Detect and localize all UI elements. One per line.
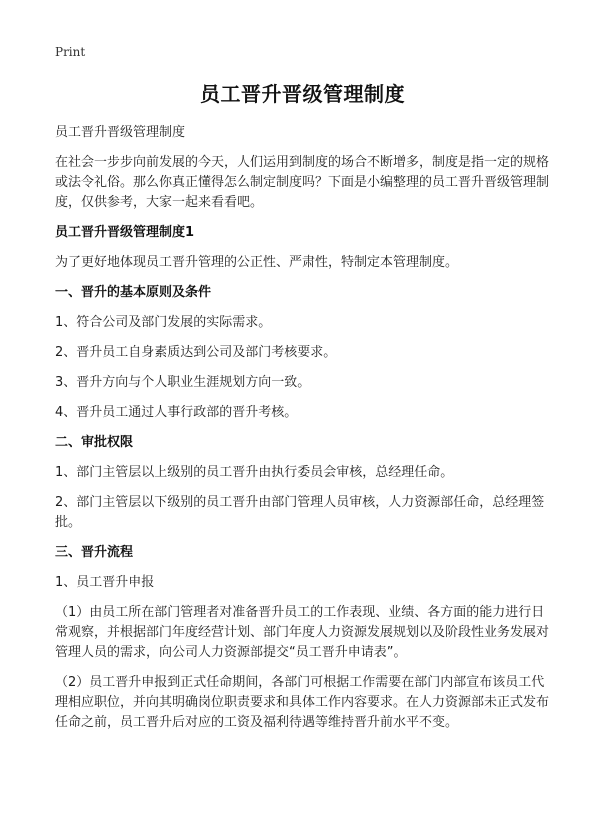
- subtitle-text: 员工晋升晋级管理制度: [55, 125, 186, 140]
- print-link[interactable]: Print: [55, 45, 86, 59]
- purpose-paragraph: 为了更好地体现员工晋升管理的公正性、严肃性，特制定本管理制度。: [55, 255, 459, 270]
- part2-heading: 二、审批权限: [55, 435, 134, 450]
- part1-item: 3、晋升方向与个人职业生涯规划方向一致。: [55, 375, 311, 390]
- document-body: [55, 78, 550, 743]
- part3-subheading: 1、员工晋升申报: [55, 575, 155, 590]
- part2-item: 2、部门主管层以下级别的员工晋升由部门管理人员审核，人力资源部任命，总经理签批。: [55, 495, 545, 530]
- part3-paragraph: （2）员工晋升申报到正式任命期间，各部门可根据工作需要在部门内部宣布该员工代理相应职位，并向其明确岗位职责要求和具体工作内容要求。在人力资源部未正式发布任命之前，员工晋升后对应的工资及福利待遇等维持晋升前水平不变。: [55, 675, 550, 730]
- part3-paragraph: （1）由员工所在部门管理者对准备晋升员工的工作表现、业绩、各方面的能力进行日常观察，并根据部门年度经营计划、部门年度人力资源发展规划以及阶段性业务发展对管理人员的需求，向公司人力资源部提交“员工晋升申请表”。: [55, 605, 550, 660]
- intro-paragraph: 在社会一步步向前发展的今天，人们运用到制度的场合不断增多，制度是指一定的规格或法令礼俗。那么你真正懂得怎么制定制度吗？下面是小编整理的员工晋升晋级管理制度，仅供参考，大家一起来看看吧。: [55, 155, 550, 210]
- part1-item: 2、晋升员工自身素质达到公司及部门考核要求。: [55, 345, 337, 360]
- part2-item: 1、部门主管层以上级别的员工晋升由执行委员会审核，总经理任命。: [55, 465, 454, 480]
- part3-heading: 三、晋升流程: [55, 545, 134, 560]
- part1-heading: 一、晋升的基本原则及条件: [55, 285, 212, 300]
- page-title: 员工晋升晋级管理制度: [200, 82, 405, 106]
- part1-item: 1、符合公司及部门发展的实际需求。: [55, 315, 272, 330]
- part1-item: 4、晋升员工通过人事行政部的晋升考核。: [55, 405, 298, 420]
- section-heading: 员工晋升晋级管理制度1: [55, 225, 195, 240]
